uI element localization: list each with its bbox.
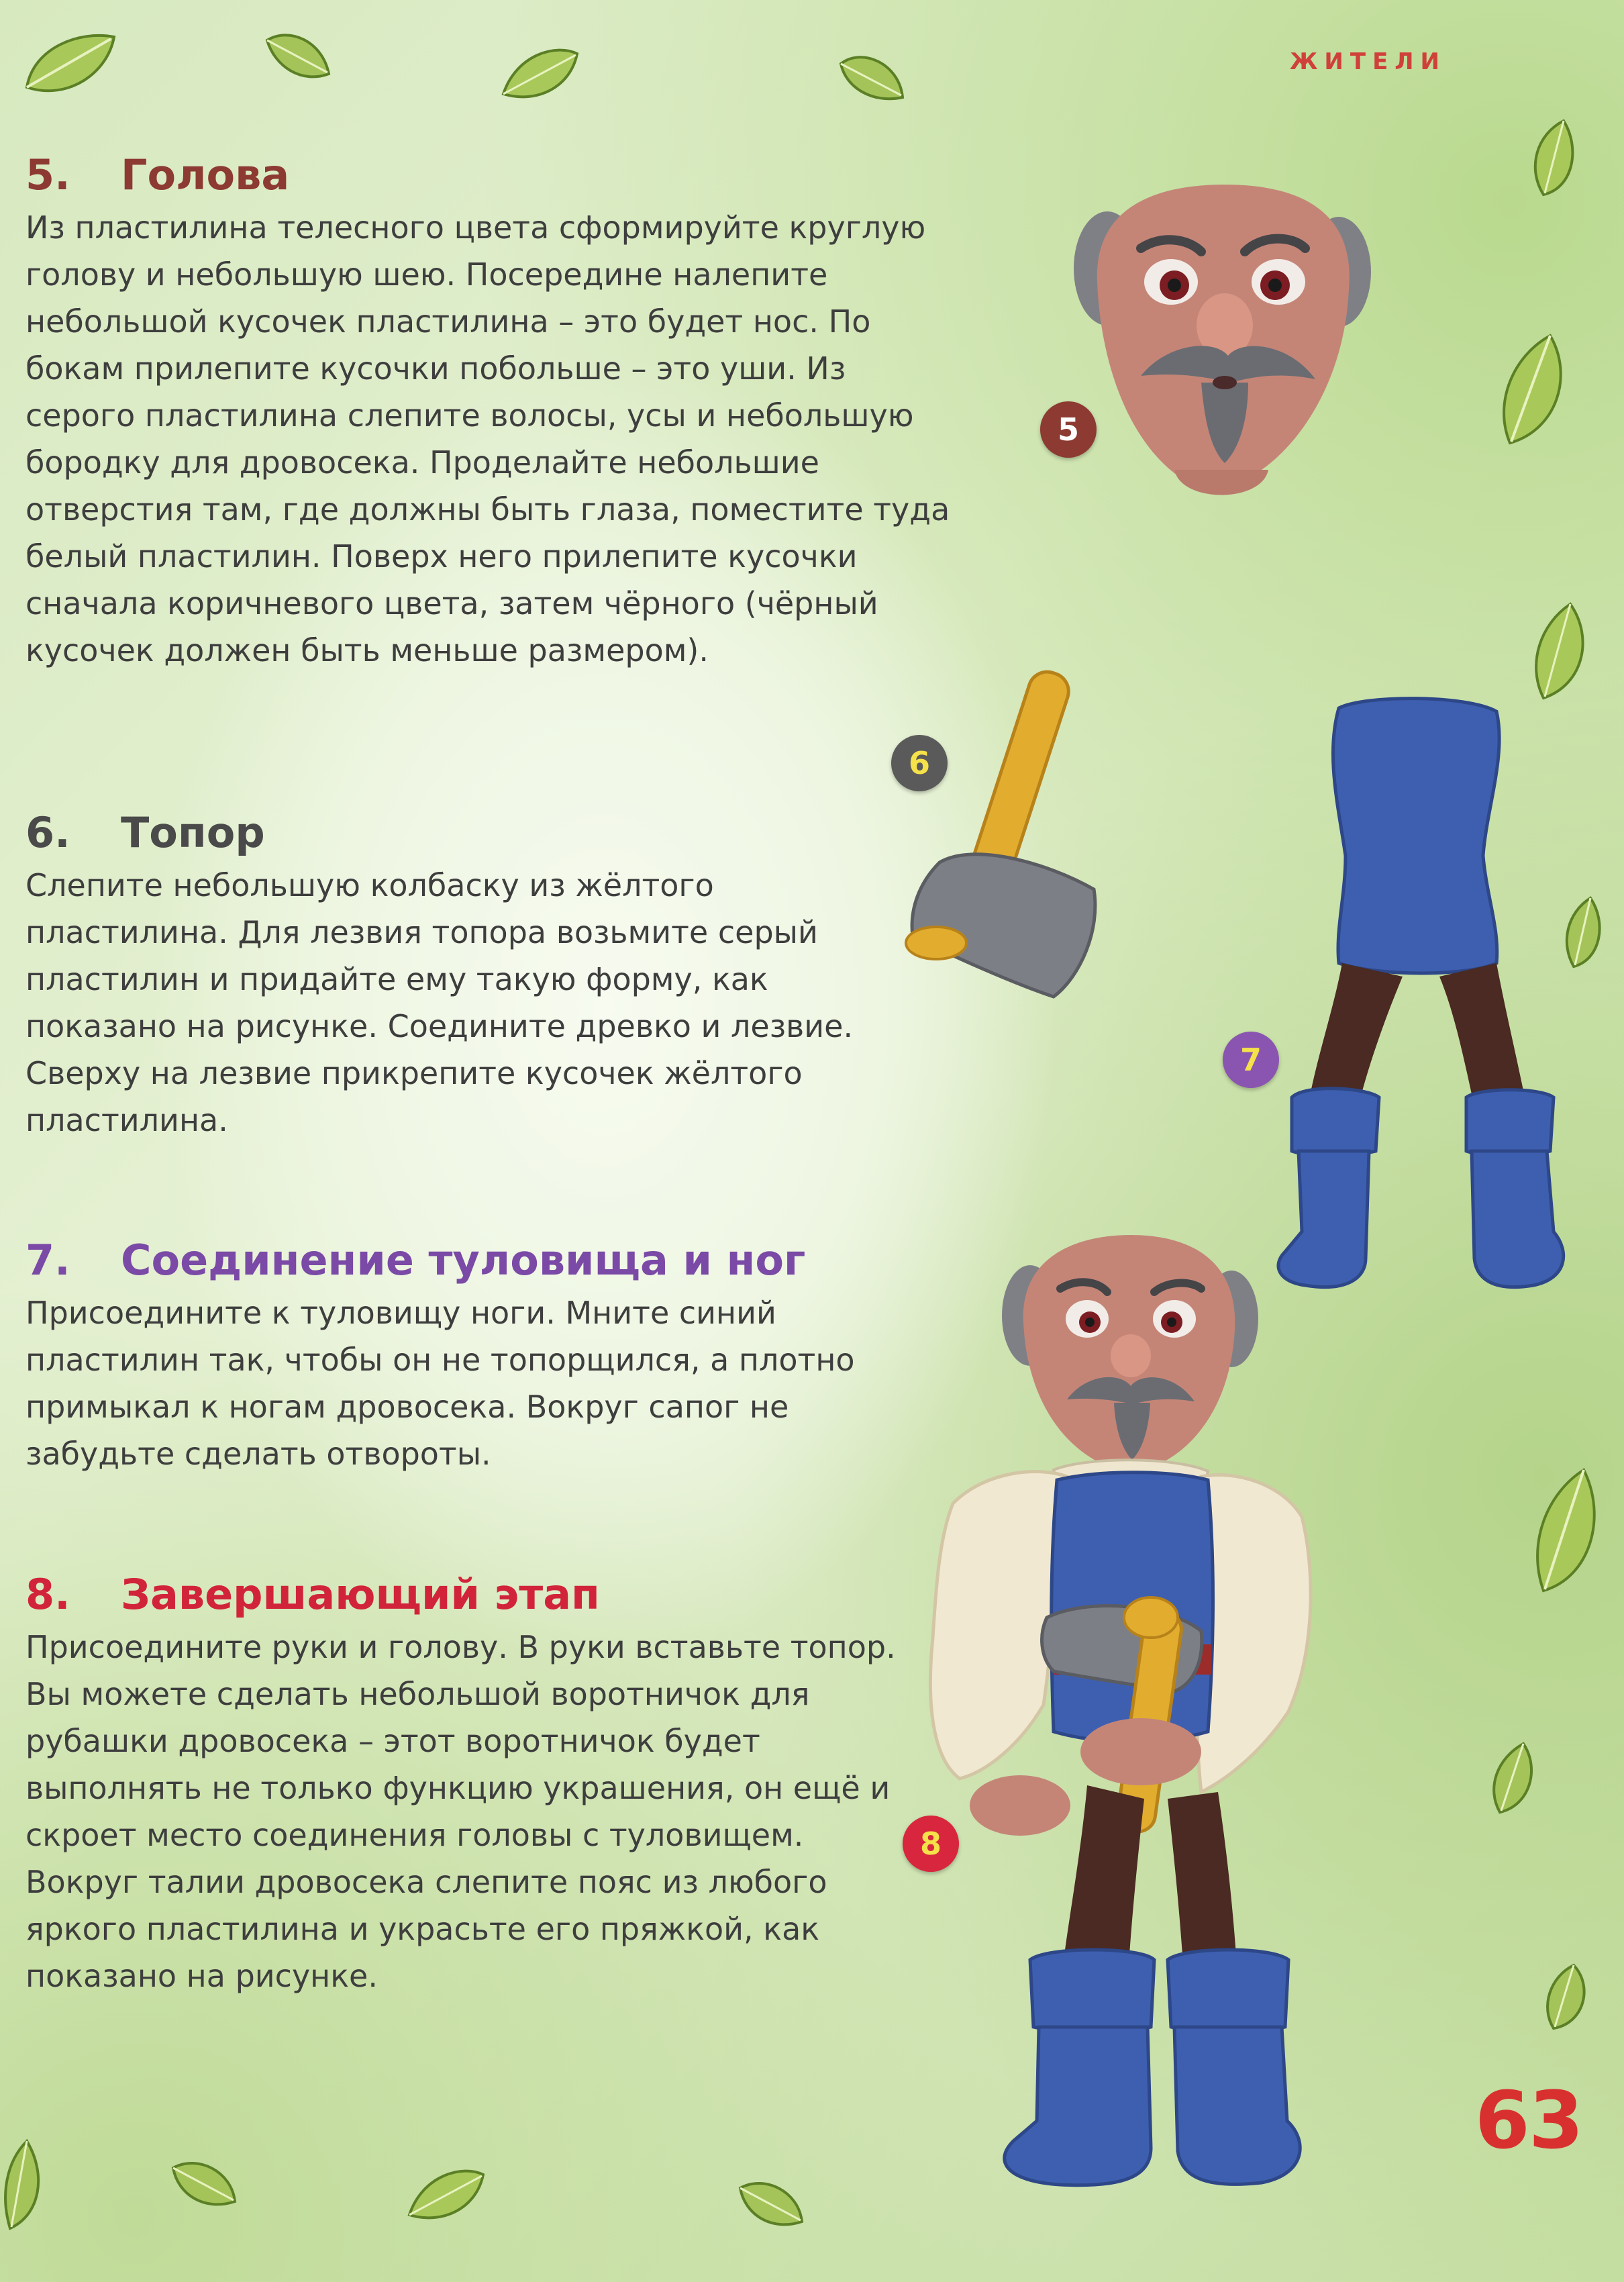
leaf-icon (403, 2161, 490, 2228)
step-badge-6: 6 (891, 735, 948, 791)
step-text: Присоедините руки и голову. В руки вставьте топор. Вы можете сделать небольшой воротничок для рубашки дровосека – этот воротничок будет выполнять не только функцию украшения, он ещё и скроет место соединения головы с туловищем. Вокруг талии дровосека слепите пояс из любого яркого пластилина и украсьте его пряжкой, как показано на рисунке. (26, 1629, 896, 1995)
step-badge-5: 5 (1040, 401, 1097, 458)
leaf-icon (497, 40, 584, 107)
leaf-icon (262, 27, 336, 87)
step-5 (26, 151, 965, 674)
leaf-icon (0, 2134, 54, 2235)
leaf-icon (168, 2154, 242, 2215)
step-number: 8. (26, 1570, 70, 1619)
step-badge-7: 7 (1223, 1032, 1279, 1088)
leaf-icon (1537, 1960, 1597, 2034)
step-7 (26, 1236, 925, 1477)
step-8 (26, 1571, 925, 1999)
leaf-icon (1483, 1738, 1543, 1819)
step-title: Завершающий этап (121, 1570, 600, 1619)
axe-figure (899, 661, 1121, 1044)
step-title: Голова (121, 150, 290, 199)
leaf-icon (20, 27, 121, 107)
step-heading (26, 1571, 925, 1618)
lumberjack-figure (886, 1222, 1376, 2201)
step-title: Соединение туловища и ног (121, 1236, 806, 1285)
step-text: Присоедините к туловищу ноги. Мните синий пластилин так, чтобы он не топорщился, а плотно примыкал к ногам дровосека. Вокруг сапог не забудьте сделать отвороты. (26, 1295, 855, 1473)
step-number: 5. (26, 150, 70, 199)
step-title: Топор (121, 808, 265, 857)
step-number: 6. (26, 808, 70, 857)
step-heading (26, 809, 925, 856)
leaf-icon (1523, 597, 1597, 705)
torso-legs-figure (1265, 695, 1580, 1312)
leaf-icon (735, 2175, 809, 2235)
leaf-icon (1523, 1463, 1611, 1597)
head-figure (1067, 181, 1382, 517)
leaf-icon (1490, 329, 1577, 450)
step-6 (26, 809, 925, 1144)
step-text: Из пластилина телесного цвета сформируйте круглую голову и небольшую шею. Посередине налепите небольшой кусочек пластилина – это будет нос. По бокам прилепите кусочки побольше – это уши. Из серого пластилина слепите волосы, усы и небольшую бородку для дровосека. Проделайте небольшие отверстия там, где должны быть глаза, поместите туда белый пластилин. Поверх него прилепите кусочки сначала коричневого цвета, затем чёрного (чёрный кусочек должен быть меньше размером). (26, 209, 950, 669)
step-heading (26, 151, 965, 199)
page-number: 63 (1474, 2074, 1582, 2167)
section-label: ЖИТЕЛИ (1289, 48, 1446, 75)
leaf-icon (835, 47, 909, 107)
step-heading (26, 1236, 925, 1284)
step-badge-8: 8 (903, 1816, 959, 1872)
step-number: 7. (26, 1236, 70, 1285)
leaf-icon (1523, 114, 1584, 201)
step-text: Слепите небольшую колбаску из жёлтого пластилина. Для лезвия топора возьмите серый пластилин и придайте ему такую форму, как показано на рисунке. Соедините древко и лезвие. Сверху на лезвие прикрепите кусочек жёлтого пластилина. (26, 867, 854, 1139)
